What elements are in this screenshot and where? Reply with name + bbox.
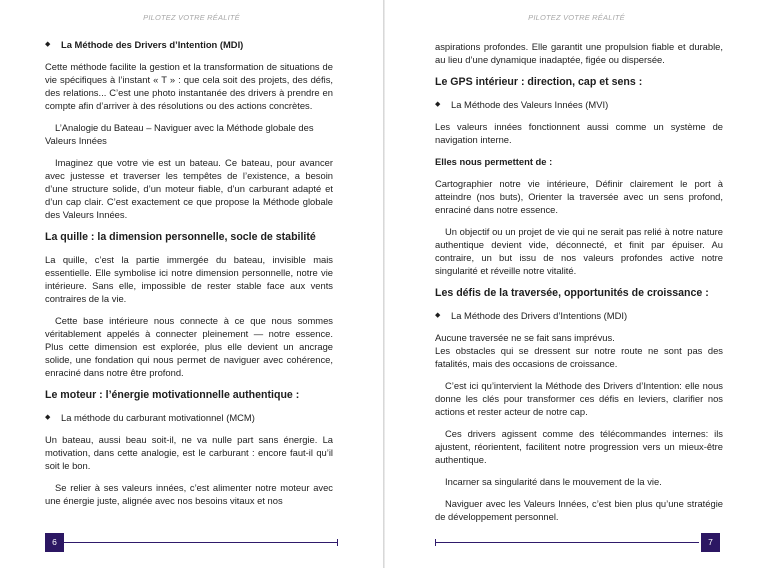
paragraph: Cette base intérieure nous connecte à ce que nous sommes véritablement appelés à connecter pleinement — notre essence. Plus cette dimension est explorée, plus elle devient un ancrage solide, une fondation qui nous permet de naviguer avec cohérence, enraciné dans notre être profond. bbox=[45, 315, 333, 378]
footer-rule-tick bbox=[435, 539, 436, 546]
paragraph: Les valeurs innées fonctionnent aussi comme un système de navigation interne. bbox=[435, 121, 723, 145]
bullet-mcm bbox=[45, 411, 333, 424]
left-page-body bbox=[45, 38, 333, 516]
bullet-mdi-label: La Méthode des Drivers d’Intentions (MDI) bbox=[451, 310, 628, 321]
bullet-icon: ◆ bbox=[435, 101, 441, 108]
page-number: 6 bbox=[45, 533, 64, 552]
heading-moteur: Le moteur : l’énergie motivationnelle authentique : bbox=[45, 389, 300, 401]
running-head: PILOTEZ VOTRE RÉALITÉ bbox=[528, 13, 625, 22]
bullet-icon: ◆ bbox=[435, 312, 441, 319]
running-head: PILOTEZ VOTRE RÉALITÉ bbox=[143, 13, 240, 22]
paragraph: Un bateau, aussi beau soit-il, ne va nulle part sans énergie. La motivation, dans cette analogie, est le carburant : encore faut-il qu’il soit le bon. bbox=[45, 434, 333, 471]
paragraph: Un objectif ou un projet de vie qui ne serait pas relié à notre nature authentique devient vide, déconnecté, et finit par épuiser. Au contraire, un but issu de nos valeurs profondes active notre singularité et réveille notre vitalité. bbox=[435, 226, 723, 276]
bullet-mcm-label: La méthode du carburant motivationnel (MCM) bbox=[61, 412, 255, 423]
bullet-icon: ◆ bbox=[45, 414, 51, 421]
bullet-mdi bbox=[45, 38, 333, 51]
paragraph: Aucune traversée ne se fait sans imprévus. bbox=[435, 332, 615, 343]
paragraph: Se relier à ses valeurs innées, c’est alimenter notre moteur avec une énergie juste, alignée avec nos besoins vitaux et nos bbox=[45, 482, 333, 506]
bullet-mdi-label: La Méthode des Drivers d’Intention (MDI) bbox=[61, 39, 244, 50]
paragraph: Incarner sa singularité dans le mouvement de la vie. bbox=[445, 476, 662, 487]
footer-rule bbox=[435, 542, 699, 543]
footer-rule bbox=[64, 542, 338, 543]
heading-gps: Le GPS intérieur : direction, cap et sens : bbox=[435, 76, 643, 88]
bullet-icon: ◆ bbox=[45, 41, 51, 48]
bullet-mvi bbox=[435, 98, 723, 111]
paragraph: La quille, c’est la partie immergée du bateau, invisible mais essentielle. Elle symbolise ici notre dimension personnelle, notre vie intérieure. Sans elle, impossible de rester stable face aux vents contraires de la vie. bbox=[45, 254, 333, 304]
bullet-mvi-label: La Méthode des Valeurs Innées (MVI) bbox=[451, 99, 609, 110]
paragraph: Naviguer avec les Valeurs Innées, c’est bien plus qu’une stratégie de développement personnel. bbox=[435, 498, 723, 522]
right-page bbox=[385, 0, 768, 568]
paragraph: L’Analogie du Bateau – Naviguer avec la Méthode globale des Valeurs Innées bbox=[45, 122, 314, 146]
paragraph: Cette méthode facilite la gestion et la transformation de situations de vie spécifiques à l’instant « T » : que cela soit des projets, des défis, des relations... C’est une photo instantanée des drivers à prendre en compte afin d’arriver à des résolutions ou des actions concrètes. bbox=[45, 61, 333, 111]
bullet-mdi bbox=[435, 309, 723, 322]
footer-rule-tick bbox=[337, 539, 338, 546]
paragraph: Cartographier notre vie intérieure, Définir clairement le port à atteindre (nos buts), Orienter la traversée avec un sens profond, enraciné dans notre essence. bbox=[435, 178, 723, 215]
paragraph: Les obstacles qui se dressent sur notre route ne sont pas des fatalités, mais des occasions de croissance. bbox=[435, 345, 723, 369]
paragraph: Imaginez que votre vie est un bateau. Ce bateau, pour avancer avec justesse et traverser les tempêtes de l’existence, a besoin d’une structure solide, d’un moteur fiable, d’un carburant adapté et d’un cap clair. C’est exactement ce que propose la Méthode globale des Valeurs Innées. bbox=[45, 157, 333, 220]
heading-quille: La quille : la dimension personnelle, socle de stabilité bbox=[45, 231, 316, 243]
paragraph: Ces drivers agissent comme des télécommandes internes: ils ajustent, réorientent, facilitent notre progression vers un mieux-être authentique. bbox=[435, 428, 723, 465]
paragraph: C’est ici qu’intervient la Méthode des Drivers d’Intention: elle nous donne les clés pour transformer ces défis en leviers, clarifier nos actions et rester acteur de notre cap. bbox=[435, 380, 723, 417]
right-page-body bbox=[435, 40, 723, 532]
paragraph: aspirations profondes. Elle garantit une propulsion fiable et durable, au lieu d’une dynamique inadaptée, figée ou dispersée. bbox=[435, 41, 723, 65]
page-number: 7 bbox=[701, 533, 720, 552]
left-page bbox=[0, 0, 383, 568]
subheading-elles: Elles nous permettent de : bbox=[435, 156, 553, 167]
heading-defis: Les défis de la traversée, opportunités de croissance : bbox=[435, 287, 709, 299]
